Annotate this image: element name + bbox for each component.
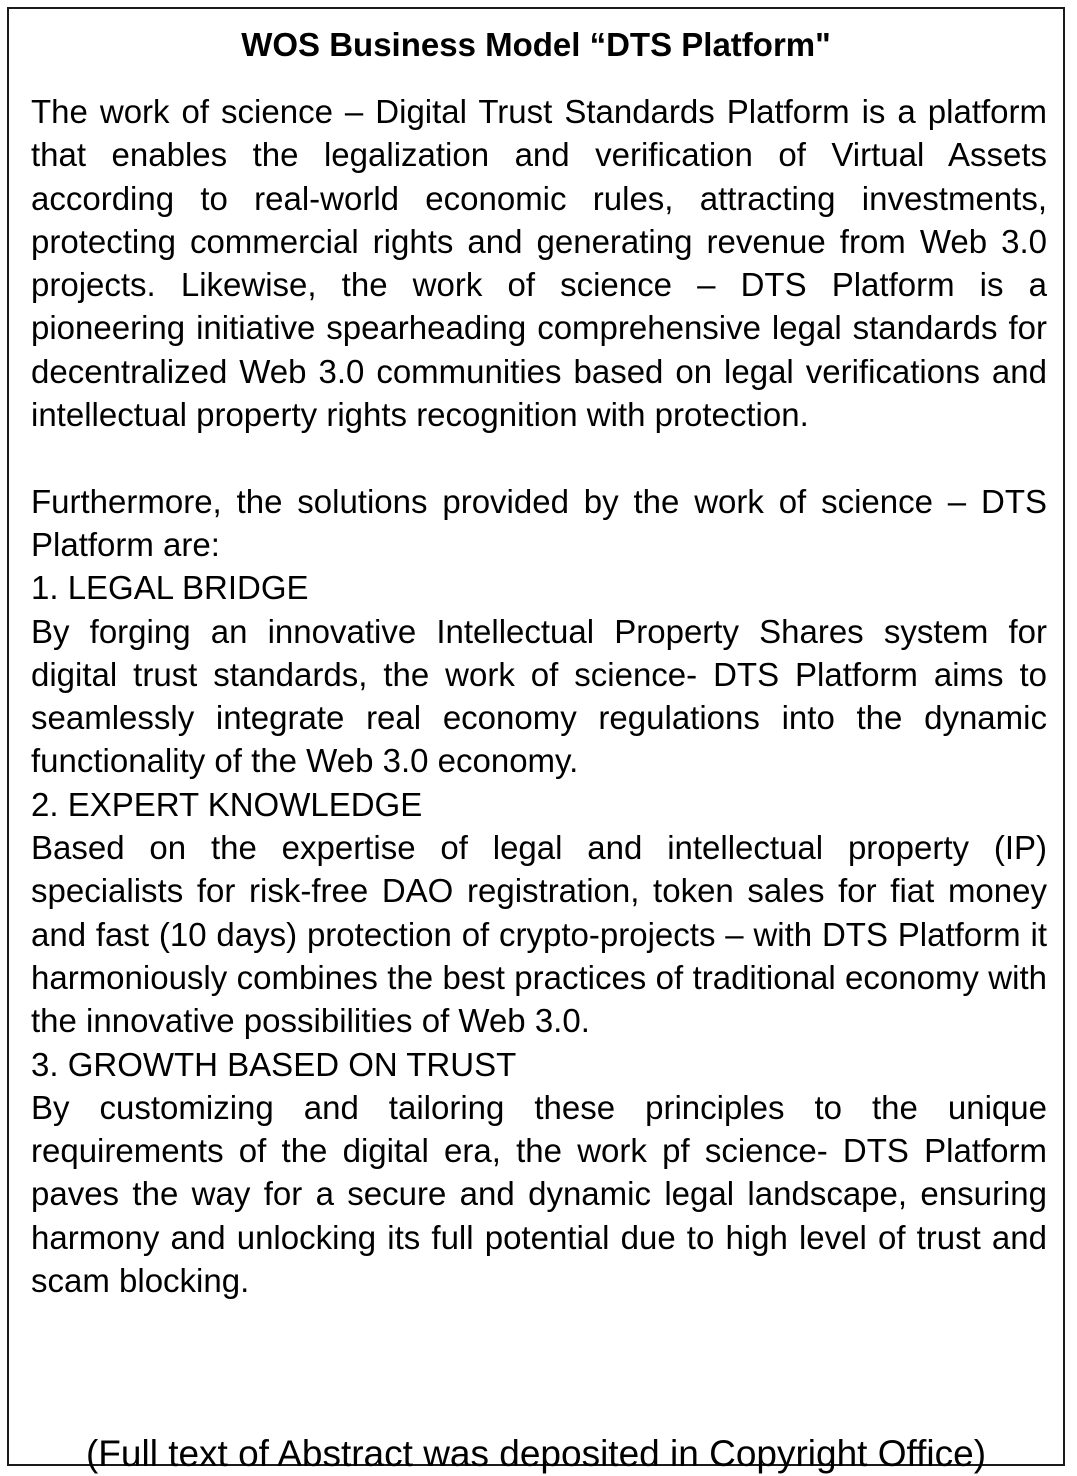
solutions-intro: Furthermore, the solutions provided by the work of science – DTS Platform are: [31, 482, 1047, 563]
footer-note: (Full text of Abstract was deposited in Copyright Office) [85, 1433, 987, 1474]
solution-body-growth-based-on-trust: By customizing and tailoring these principles to the unique requirements of the digital era, the work pf science- DTS Platform paves the way for a secure and dynamic legal landscape, ensuring harmony and unlocking its full potential due to high level of trust and scam blocking. [31, 1088, 1047, 1300]
intro-paragraph: The work of science – Digital Trust Standards Platform is a platform that enables the legalization and verification of Virtual Assets according to real-world economic rules, attracting investments, protecting commercial rights and generating revenue from Web 3.0 projects. Likewise, the work of science – DTS Platform is a pioneering initiative spearheading comprehensive legal standards for decentralized Web 3.0 communities based on legal verifications and intellectual property rights recognition with protection. [31, 93, 1047, 434]
solution-body-expert-knowledge: Based on the expertise of legal and intellectual property (IP) specialists for risk-free DAO registration, token sales for fiat money and fast (10 days) protection of crypto-projects – with DTS Platform it harmoniously combines the best practices of traditional economy with the innovative possibilities of Web 3.0. [31, 829, 1047, 1040]
document-frame [7, 7, 1065, 1474]
solution-heading-expert-knowledge: 2. EXPERT KNOWLEDGE [31, 785, 423, 823]
document-body [31, 90, 1047, 1302]
document-title: WOS Business Model “DTS Platform" [241, 26, 831, 63]
paragraph-spacer [31, 436, 1047, 479]
solution-heading-legal-bridge: 1. LEGAL BRIDGE [31, 569, 309, 607]
solution-body-legal-bridge: By forging an innovative Intellectual Property Shares system for digital trust standards, the work of science- DTS Platform aims to seamlessly integrate real economy regulations into the dynamic functionality of the Web 3.0 economy. [31, 612, 1047, 780]
solution-heading-growth-based-on-trust: 3. GROWTH BASED ON TRUST [31, 1045, 517, 1083]
